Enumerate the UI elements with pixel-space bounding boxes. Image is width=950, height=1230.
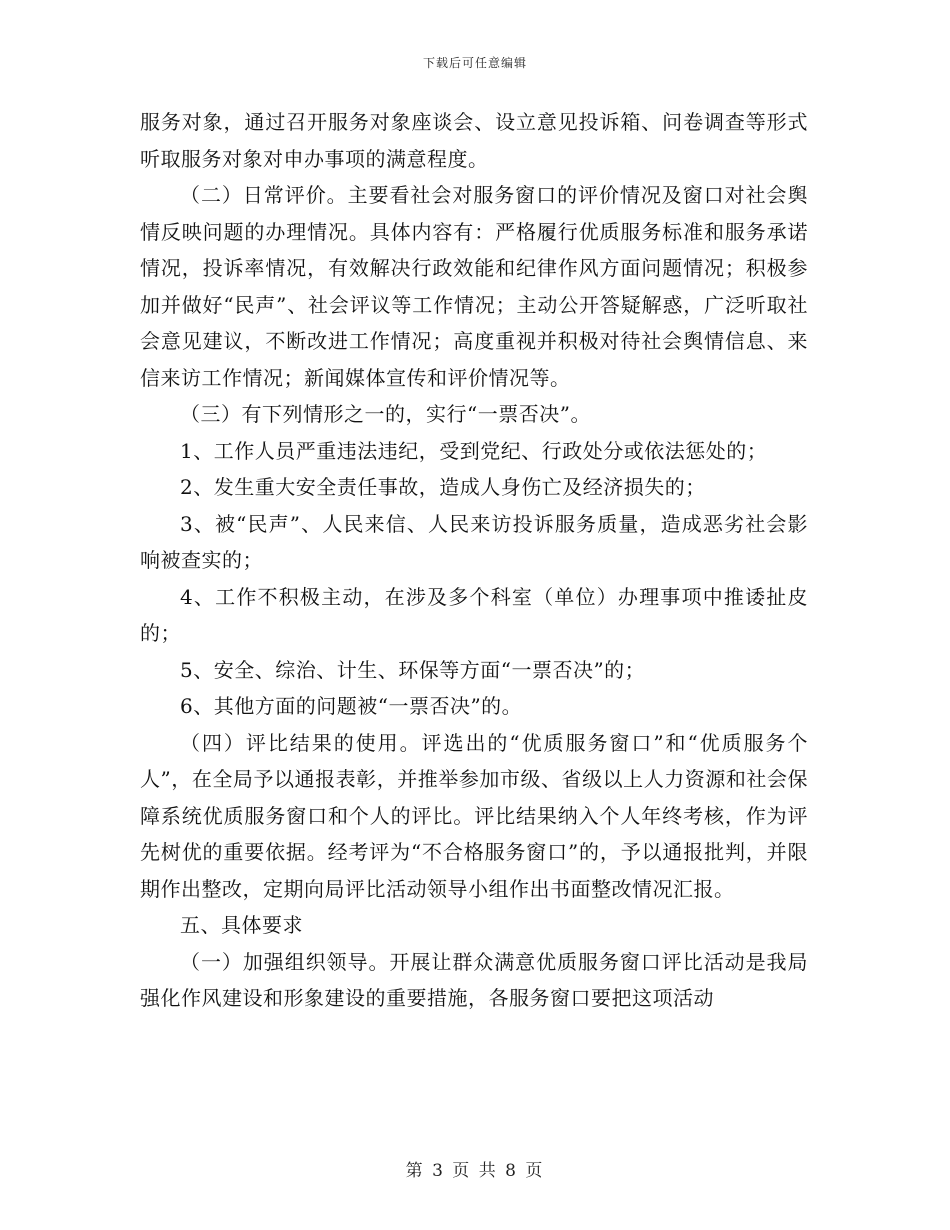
section-heading: 五、具体要求 [180,913,303,937]
total-pages-number: 8 [505,1161,518,1181]
paragraph: 3、被“民声”、人民来信、人民来访投诉服务质量，造成恶劣社会影响被查实的； [140,511,808,572]
paragraph: （三）有下列情形之一的，实行“一票否决”。 [180,402,591,426]
paragraph: 服务对象，通过召开服务对象座谈会、设立意见投诉箱、问卷调查等形式听取服务对象对申办事项的满意程度。 [140,110,808,171]
paragraph: 2、发生重大安全责任事故，造成人身伤亡及经济损失的； [180,475,706,499]
paragraph: 4、工作不积极主动，在涉及多个科室（单位）办理事项中推诿扯皮的； [140,584,808,645]
header-note: 下载后可任意编辑 [422,56,527,70]
paragraph: 1、工作人员严重违法违纪，受到党纪、行政处分或依法惩处的； [180,438,768,463]
document-body [140,104,808,1017]
paragraph: 6、其他方面的问题被“一票否决”的。 [180,694,523,718]
paragraph: 5、安全、综治、计生、环保等方面“一票否决”的； [180,657,646,682]
current-page-number: 3 [432,1161,445,1181]
paragraph: （一）加强组织领导。开展让群众满意优质服务窗口评比活动是我局强化作风建设和形象建设的重要措施，各服务窗口要把这项活动 [140,949,808,1010]
footer-middle: 页 共 [452,1161,498,1181]
paragraph: （四）评比结果的使用。评选出的“优质服务窗口”和“优质服务个人”，在全局予以通报表彰，并推举参加市级、省级以上人力资源和社会保障系统优质服务窗口和个人的评比。评比结果纳入个人年终考核，作为评先树优的重要依据。经考评为“不合格服务窗口”的，予以通报批判，并限期作出整改，定期向局评比活动领导小组作出书面整改情况汇报。 [140,730,808,901]
page-number-footer [0,1156,950,1181]
paragraph: （二）日常评价。主要看社会对服务窗口的评价情况及窗口对社会舆情反映问题的办理情况。具体内容有：严格履行优质服务标准和服务承诺情况，投诉率情况，有效解决行政效能和纪律作风方面问题情况；积极参加并做好“民声”、社会评议等工作情况；主动公开答疑解惑，广泛听取社会意见建议，不断改进工作情况；高度重视并积极对待社会舆情信息、来信来访工作情况；新闻媒体宣传和评价情况等。 [140,183,808,390]
footer-prefix: 第 [405,1161,425,1181]
footer-suffix: 页 [525,1161,545,1181]
